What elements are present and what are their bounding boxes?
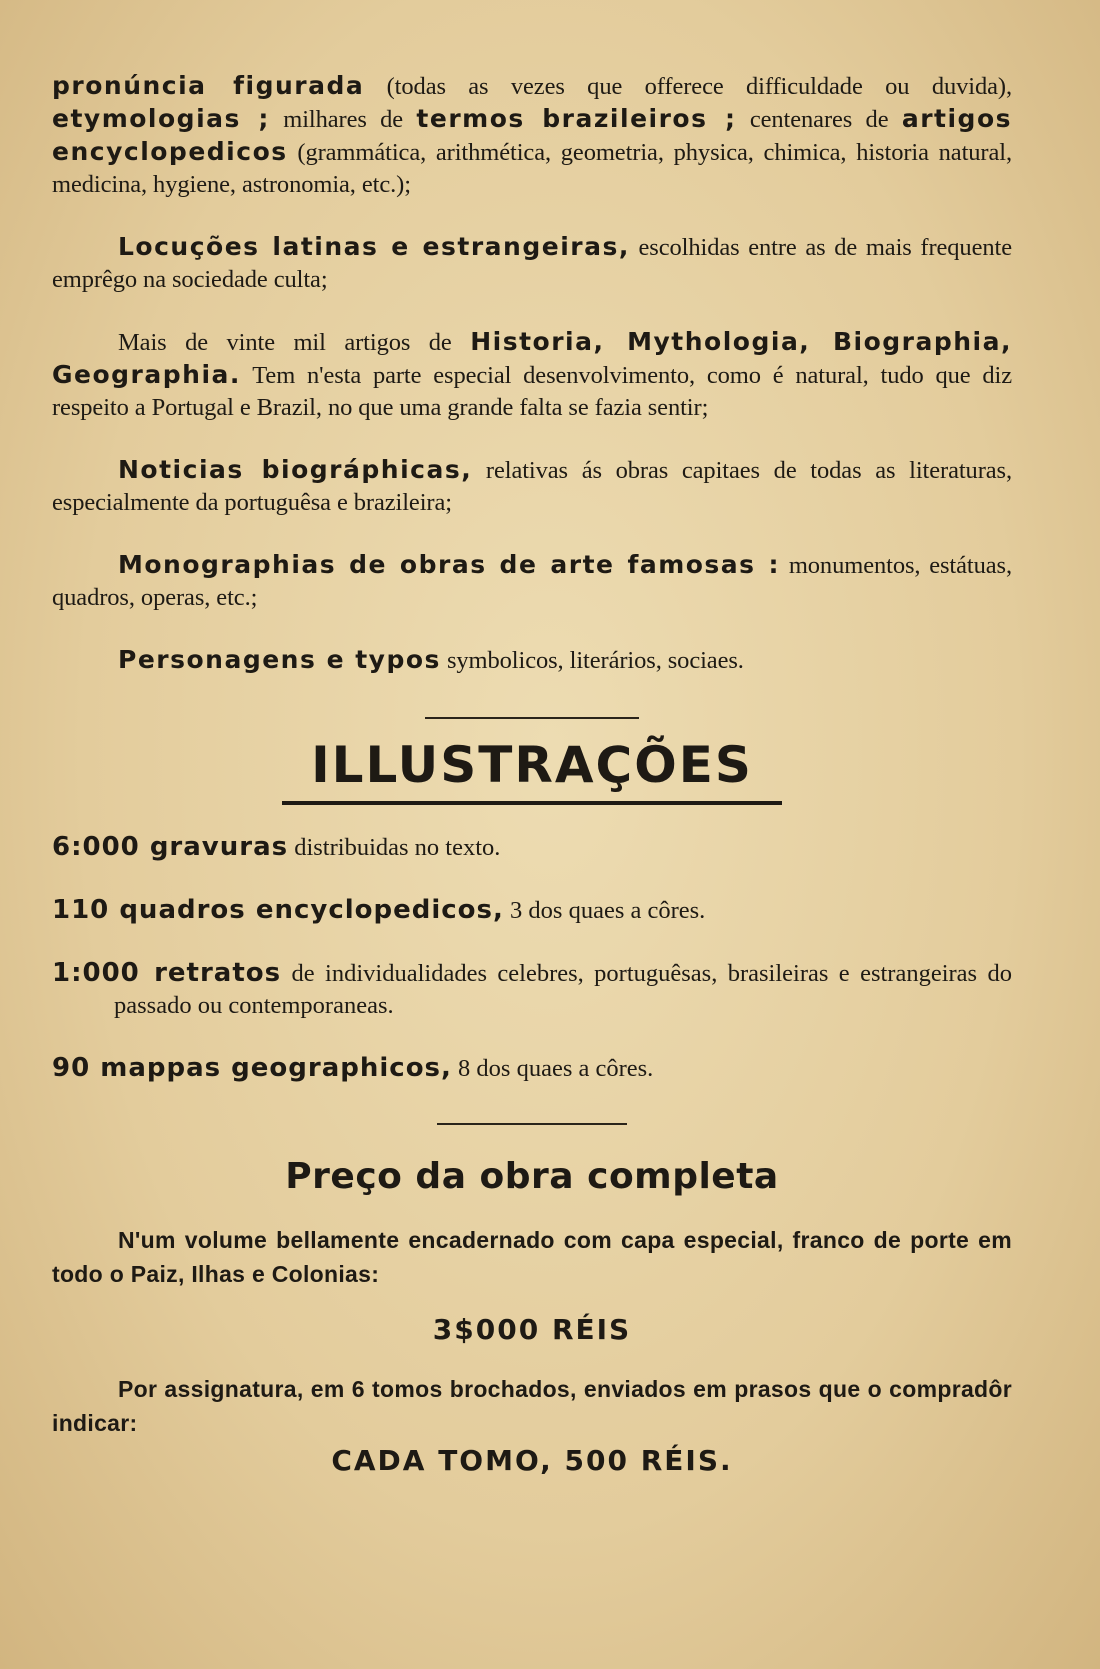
text-run: distribuidas no texto.: [288, 834, 501, 861]
text-run: milhares de: [269, 106, 417, 133]
bold-term: Personagens e typos: [118, 645, 441, 674]
bold-term: termos brazileiros ;: [416, 104, 737, 133]
illustracoes-list: [52, 831, 1012, 1085]
price-condition-subscription: Por assignatura, em 6 tomos brochados, enviados em prasos que o compradôr indicar:: [52, 1376, 1012, 1436]
list-item: [52, 1052, 1012, 1085]
list-item: [52, 831, 1012, 864]
bold-term: Locuções latinas e estrangeiras,: [118, 232, 630, 261]
paragraph-noticias: [52, 454, 1012, 519]
bold-term: 110 quadros encyclopedicos,: [52, 895, 504, 925]
price-condition-volume: N'um volume bellamente encadernado com capa especial, franco de porte em todo o Paiz, Ilhas e Colonias:: [52, 1227, 1012, 1287]
divider: [437, 1123, 627, 1125]
paragraph-historia: [52, 326, 1012, 424]
section-title-preco: Preço da obra completa: [285, 1156, 779, 1197]
text-run: 8 dos quaes a côres.: [451, 1055, 654, 1082]
bold-term: Noticias biográphicas,: [118, 455, 473, 484]
text-run: 3 dos quaes a côres.: [503, 897, 706, 924]
text-run: (grammática, arithmética, geometria, physica, chimica, historia natural, medicina, hygiene, astronomia, etc.);: [52, 139, 1012, 198]
text-run: monumentos, estátuas, quadros, operas, etc.;: [52, 552, 1013, 611]
bold-term: 90 mappas geographicos,: [52, 1053, 452, 1083]
text-run: Tem n'esta parte especial desenvolvimento, como é natural, tudo que diz respeito a Portugal e Brazil, no que uma grande falta se fazia sentir;: [52, 362, 1012, 421]
text-run: escolhidas entre as de mais frequente emprêgo na sociedade culta;: [52, 234, 1012, 293]
price-per-tome: CADA TOMO, 500 RÉIS.: [331, 1444, 733, 1477]
bold-term: 6:000 gravuras: [52, 832, 289, 862]
bold-term: pronúncia figurada: [52, 71, 365, 100]
list-item: [52, 894, 1012, 927]
bold-term: 1:000 retratos: [52, 958, 282, 988]
paragraph-monographias: [52, 549, 1012, 614]
text-run: Mais de vinte mil artigos de: [118, 329, 471, 356]
price-volume: 3$000 RÉIS: [432, 1313, 632, 1346]
bold-term: artigos encyclopedicos: [52, 104, 1012, 166]
text-run: relativas ás obras capitaes de todas as literaturas, especialmente da portuguêsa e brazileira;: [52, 457, 1012, 516]
divider: [425, 717, 639, 719]
text-run: symbolicos, literários, sociaes.: [440, 647, 744, 674]
text-run: (todas as vezes que offerece difficuldade ou duvida),: [364, 73, 1012, 100]
paragraph-personagens: [52, 644, 1012, 677]
list-item: [52, 957, 1012, 1022]
text-run: centenares de: [736, 106, 902, 133]
title-underline: [282, 801, 782, 805]
bold-term: etymologias ;: [52, 104, 270, 133]
bold-term: Historia, Mythologia, Biographia, Geographia.: [52, 327, 1012, 389]
section-title-illustracoes: ILLUSTRAÇÕES: [311, 736, 753, 794]
text-run: de individualidades celebres, portuguêsas, brasileiras e estrangeiras do passado ou contemporaneas.: [114, 960, 1012, 1019]
paragraph-locucoes: [52, 231, 1012, 296]
paragraph-pronuncia: [52, 70, 1012, 201]
bold-term: Monographias de obras de arte famosas :: [118, 550, 781, 579]
document-page: [52, 70, 1012, 1477]
